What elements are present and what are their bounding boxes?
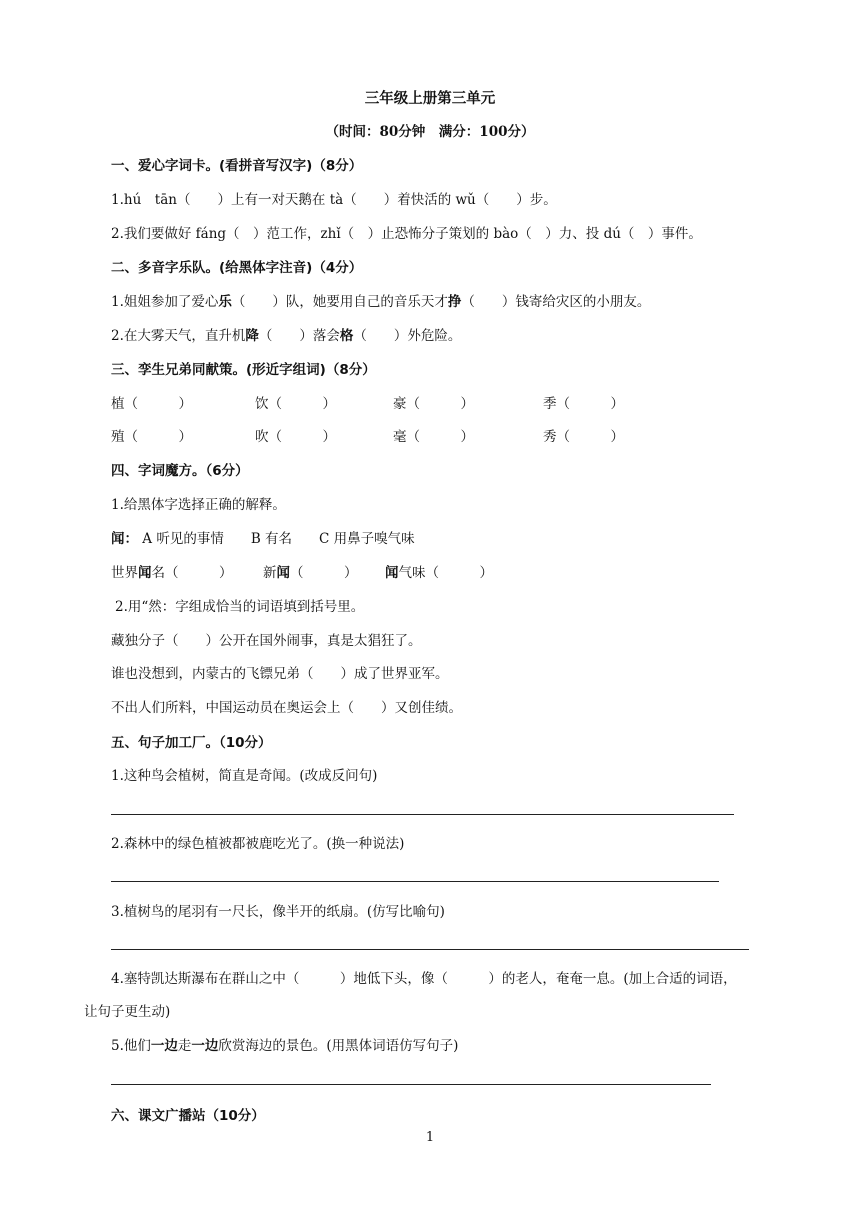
text-segment: 2.在大雾天气，直升机	[111, 328, 246, 344]
text-segment: 名（ ）	[151, 565, 233, 581]
s1-question-1: 1.hú tān（ ）上有一对天鹅在 tà（ ）着快活的 wǔ（ ）步。	[111, 192, 557, 208]
s4-sentence-3: 不出人们所料，中国运动员在奥运会上（ ）又创佳绩。	[111, 700, 462, 716]
bold-char: 降	[245, 328, 259, 344]
s1-question-2: 2.我们要做好 fáng（ ）范工作，zhǐ（ ）止恐怖分子策划的 bào（ ）力、投 dú（ ）事件。	[111, 226, 702, 242]
bold-char: 闻	[276, 565, 290, 581]
section-4-heading: 四、字词魔方。（6分）	[111, 463, 249, 479]
answer-line[interactable]	[111, 881, 719, 882]
s4-item	[263, 563, 358, 583]
text-segment: 5.他们	[111, 1038, 151, 1054]
s4-sentence-1: 藏独分子（ ）公开在国外闹事，真是太猖狂了。	[111, 633, 422, 649]
section-1-heading: 一、爱心字词卡。(看拼音写汉字)（8分）	[111, 158, 363, 174]
section-2-heading: 二、多音字乐队。(给黑体字注音)（4分）	[111, 260, 363, 276]
page-number: 1	[425, 1130, 435, 1145]
text-segment: 新	[263, 565, 277, 581]
text-segment: （ ）队，她要用自己的音乐天才	[231, 294, 448, 310]
text-segment: （ ）外危险。	[353, 328, 462, 344]
bold-word: 一边	[191, 1038, 219, 1054]
char-pair-cell: 秀（ ）	[543, 429, 624, 445]
text-segment: 1.姐姐参加了爱心	[111, 294, 219, 310]
bold-char: 格	[339, 328, 354, 344]
text-segment: （ ）	[290, 565, 358, 581]
char-pair-cell: 饮（ ）	[255, 396, 336, 412]
s2-question-1	[111, 292, 650, 312]
s5-question-2: 2.森林中的绿色植被都被鹿吃光了。(换一种说法)	[111, 836, 405, 852]
s5-question-4-cont: 让句子更生动)	[84, 1004, 171, 1020]
char-pair-cell: 植（ ）	[111, 396, 192, 412]
page-subtitle: （时间：80分钟 满分：100分）	[325, 124, 535, 140]
char-pair-cell: 季（ ）	[543, 396, 624, 412]
char-pair-cell: 吹（ ）	[255, 429, 336, 445]
bold-char: 闻	[138, 565, 152, 581]
page-title: 三年级上册第三单元	[364, 90, 496, 107]
char-pair-cell: 毫（ ）	[393, 429, 474, 445]
bold-char: 挣	[447, 294, 462, 310]
definition-label: 闻：	[111, 531, 138, 547]
text-segment: （ ）落会	[258, 328, 340, 344]
bold-char: 闻	[385, 565, 399, 581]
s4-item	[111, 563, 233, 583]
text-segment: （ ）钱寄给灾区的小朋友。	[461, 294, 651, 310]
answer-line[interactable]	[111, 814, 734, 815]
s4-definitions	[111, 529, 415, 549]
section-5-heading: 五、句子加工厂。（10分）	[111, 735, 272, 751]
section-6-heading: 六、课文广播站（10分）	[111, 1108, 265, 1124]
text-segment: 欣赏海边的景色。(用黑体词语仿写句子)	[218, 1038, 459, 1054]
char-pair-cell: 豪（ ）	[393, 396, 474, 412]
text-segment: 世界	[111, 565, 138, 581]
text-segment: 气味（ ）	[398, 565, 493, 581]
text-segment: 走	[177, 1038, 192, 1054]
s4-question-1: 1.给黑体字选择正确的解释。	[111, 497, 286, 513]
s5-question-3: 3.植树鸟的尾羽有一尺长，像半开的纸扇。(仿写比喻句)	[111, 904, 445, 920]
section-3-heading: 三、孪生兄弟同献策。(形近字组词)（8分）	[111, 362, 376, 378]
s4-question-2: 2.用“然：字组成恰当的词语填到括号里。	[115, 599, 365, 615]
s5-question-1: 1.这种鸟会植树，简直是奇闻。(改成反问句)	[111, 768, 378, 784]
char-pair-cell: 殖（ ）	[111, 429, 192, 445]
definition-options: A 听见的事情 B 有名 C 用鼻子嗅气味	[142, 531, 415, 547]
answer-line[interactable]	[111, 949, 749, 950]
s5-question-4: 4.塞特凯达斯瀑布在群山之中（ ）地低下头，像（ ）的老人，奄奄一息。(加上合适的词语，	[111, 971, 737, 987]
bold-char: 乐	[218, 294, 232, 310]
answer-line[interactable]	[111, 1084, 711, 1085]
s4-sentence-2: 谁也没想到，内蒙古的飞镖兄弟（ ）成了世界亚军。	[111, 666, 449, 682]
s5-question-5	[111, 1036, 458, 1056]
s2-question-2	[111, 326, 461, 346]
s4-item	[385, 563, 493, 583]
bold-word: 一边	[150, 1038, 178, 1054]
